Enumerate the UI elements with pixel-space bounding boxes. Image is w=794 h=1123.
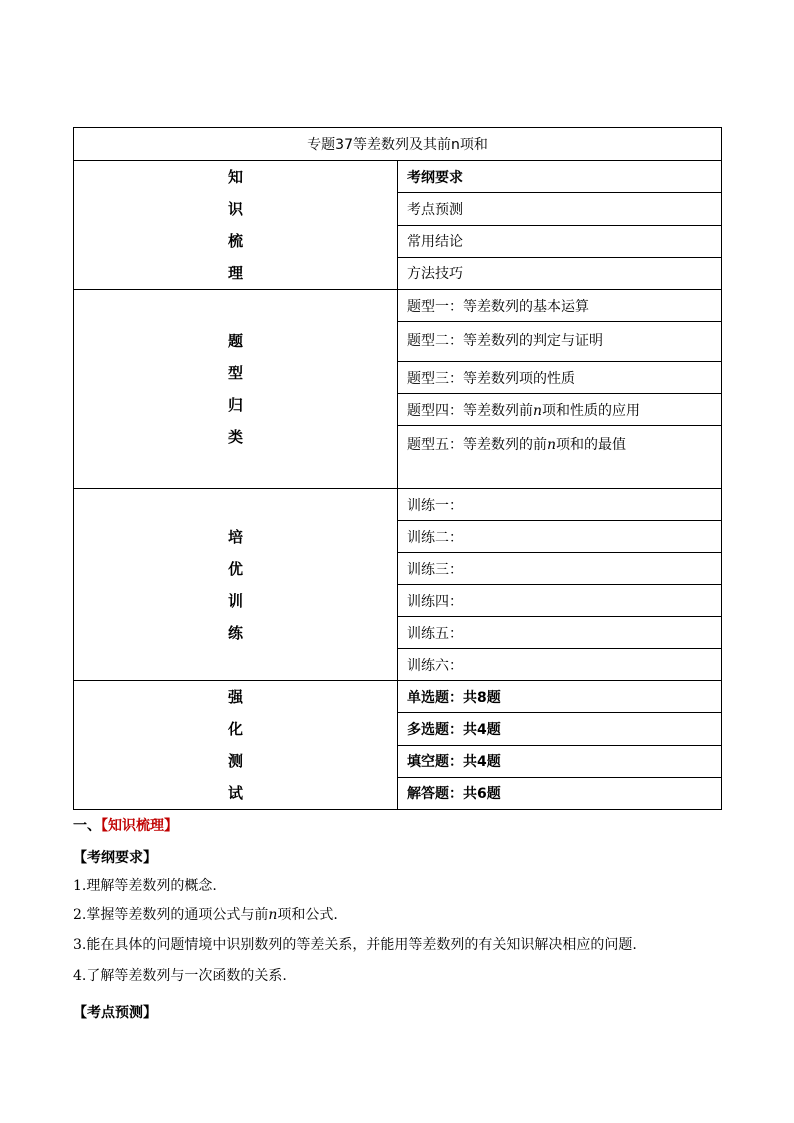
outline-table: [73, 127, 722, 810]
outline-item: 训练六：: [398, 649, 722, 681]
outline-item: 填空题：共4题: [398, 745, 722, 777]
body-line: 4.了解等差数列与一次函数的关系.: [73, 968, 287, 984]
group-label-types: 题 型 归 类: [74, 290, 398, 489]
outline-item: 训练一：: [398, 489, 722, 521]
subsection-heading: 【考纲要求】: [73, 850, 157, 866]
outline-item: 考纲要求: [398, 161, 722, 193]
outline-item: 题型三：等差数列项的性质: [398, 362, 722, 394]
outline-item: 训练二：: [398, 521, 722, 553]
body-line: 1.理解等差数列的概念.: [73, 878, 217, 894]
outline-item: 训练四：: [398, 585, 722, 617]
outline-item: 方法技巧: [398, 257, 722, 289]
outline-item: 考点预测: [398, 193, 722, 225]
body-line: 3.能在具体的问题情境中识别数列的等差关系，并能用等差数列的有关知识解决相应的问题.: [73, 937, 637, 953]
group-label-knowledge: 知 识 梳 理: [74, 161, 398, 290]
outline-item: 训练三：: [398, 553, 722, 585]
outline-item: 题型一：等差数列的基本运算: [398, 290, 722, 322]
outline-item: 题型五：等差数列的前n项和的最值: [398, 426, 722, 489]
subsection-heading: 【考点预测】: [73, 1005, 157, 1021]
group-label-test: 强 化 测 试: [74, 681, 398, 810]
body-line: 2.掌握等差数列的通项公式与前n项和公式.: [73, 907, 338, 923]
outline-item: 单选题：共8题: [398, 681, 722, 713]
outline-item: 多选题：共4题: [398, 713, 722, 745]
outline-title: 专题37等差数列及其前n项和: [74, 128, 722, 161]
outline-item: 解答题：共6题: [398, 777, 722, 809]
group-label-training: 培 优 训 练: [74, 489, 398, 681]
outline-item: 题型二：等差数列的判定与证明: [398, 322, 722, 362]
section-heading: 一、【知识梳理】: [73, 818, 178, 834]
outline-item: 常用结论: [398, 225, 722, 257]
outline-item: 训练五：: [398, 617, 722, 649]
outline-item: 题型四：等差数列前n项和性质的应用: [398, 394, 722, 426]
